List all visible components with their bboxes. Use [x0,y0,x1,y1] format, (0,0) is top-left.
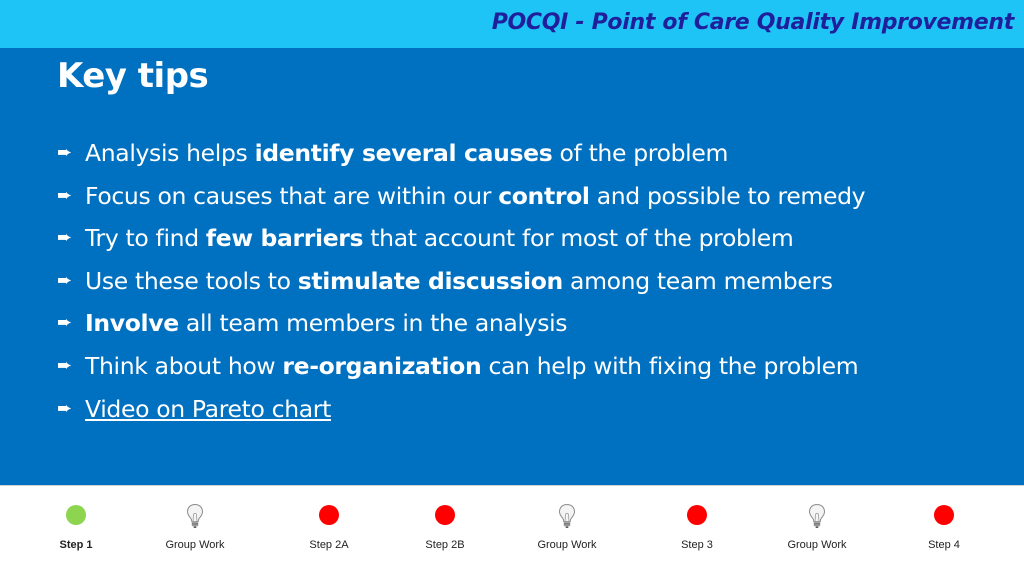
arrow-right-icon: ➨ [57,227,72,249]
arrow-right-icon: ➨ [57,184,72,206]
nav-step-4[interactable] [889,486,999,577]
red-circle-icon [687,505,707,525]
step-label: Step 2B [425,539,465,551]
tip-text: all team members in the analysis [178,309,568,338]
nav-group-work-1[interactable] [140,486,250,577]
arrow-right-icon: ➨ [57,354,72,376]
step-label: Step 3 [681,539,713,551]
step-label: Group Work [165,539,225,551]
tip-text: and possible to remedy [589,181,866,210]
arrow-right-icon: ➨ [57,269,72,291]
red-circle-icon [934,505,954,525]
tips-list [57,132,997,430]
green-circle-icon [66,505,86,525]
header-bar [0,0,1024,48]
slide-title: Key tips [57,56,209,96]
tip-emphasis: identify several causes [254,139,553,167]
nav-group-work-2[interactable] [512,486,622,577]
tip-text: Use these tools to [85,266,298,295]
tip-item [57,132,997,175]
nav-step-3[interactable] [642,486,752,577]
tip-item [57,260,997,303]
header-title: POCQI - Point of Care Quality Improvement [491,10,1014,35]
nav-step-2a[interactable] [274,486,384,577]
tip-item [57,302,997,345]
tip-text: can help with fixing the problem [481,351,859,380]
lightbulb-icon [557,503,577,529]
tip-text: among team members [562,266,833,295]
red-circle-icon [435,505,455,525]
pareto-video-link[interactable]: Video on Pareto chart [85,394,331,423]
step-label: Step 1 [59,539,93,551]
tip-item [57,175,997,218]
nav-group-work-3[interactable] [762,486,872,577]
tip-emphasis: few barriers [205,224,364,253]
tip-text: Focus on causes that are within our [85,181,499,210]
nav-step-1[interactable] [21,486,131,577]
arrow-right-icon: ➨ [57,397,72,419]
tip-item [57,388,997,431]
step-label: Group Work [537,539,597,551]
tip-emphasis: control [498,181,590,210]
tip-text: that account for most of the problem [363,224,794,253]
arrow-right-icon: ➨ [57,142,72,163]
tip-text: of the problem [552,139,728,167]
tip-emphasis: Involve [85,309,179,338]
nav-step-2b[interactable] [390,486,500,577]
tip-emphasis: stimulate discussion [297,266,563,295]
tip-item [57,345,997,388]
lightbulb-icon [807,503,827,529]
tip-item [57,217,997,260]
lightbulb-icon [185,503,205,529]
step-label: Step 2A [309,539,349,551]
tip-text: Try to find [85,224,206,253]
tip-text: Think about how [85,351,283,380]
tip-emphasis: re-organization [282,351,482,380]
arrow-right-icon: ➨ [57,312,72,334]
tip-text: Analysis helps [85,139,255,167]
step-navigation [0,485,1024,577]
red-circle-icon [319,505,339,525]
step-label: Step 4 [928,539,960,551]
step-label: Group Work [787,539,847,551]
